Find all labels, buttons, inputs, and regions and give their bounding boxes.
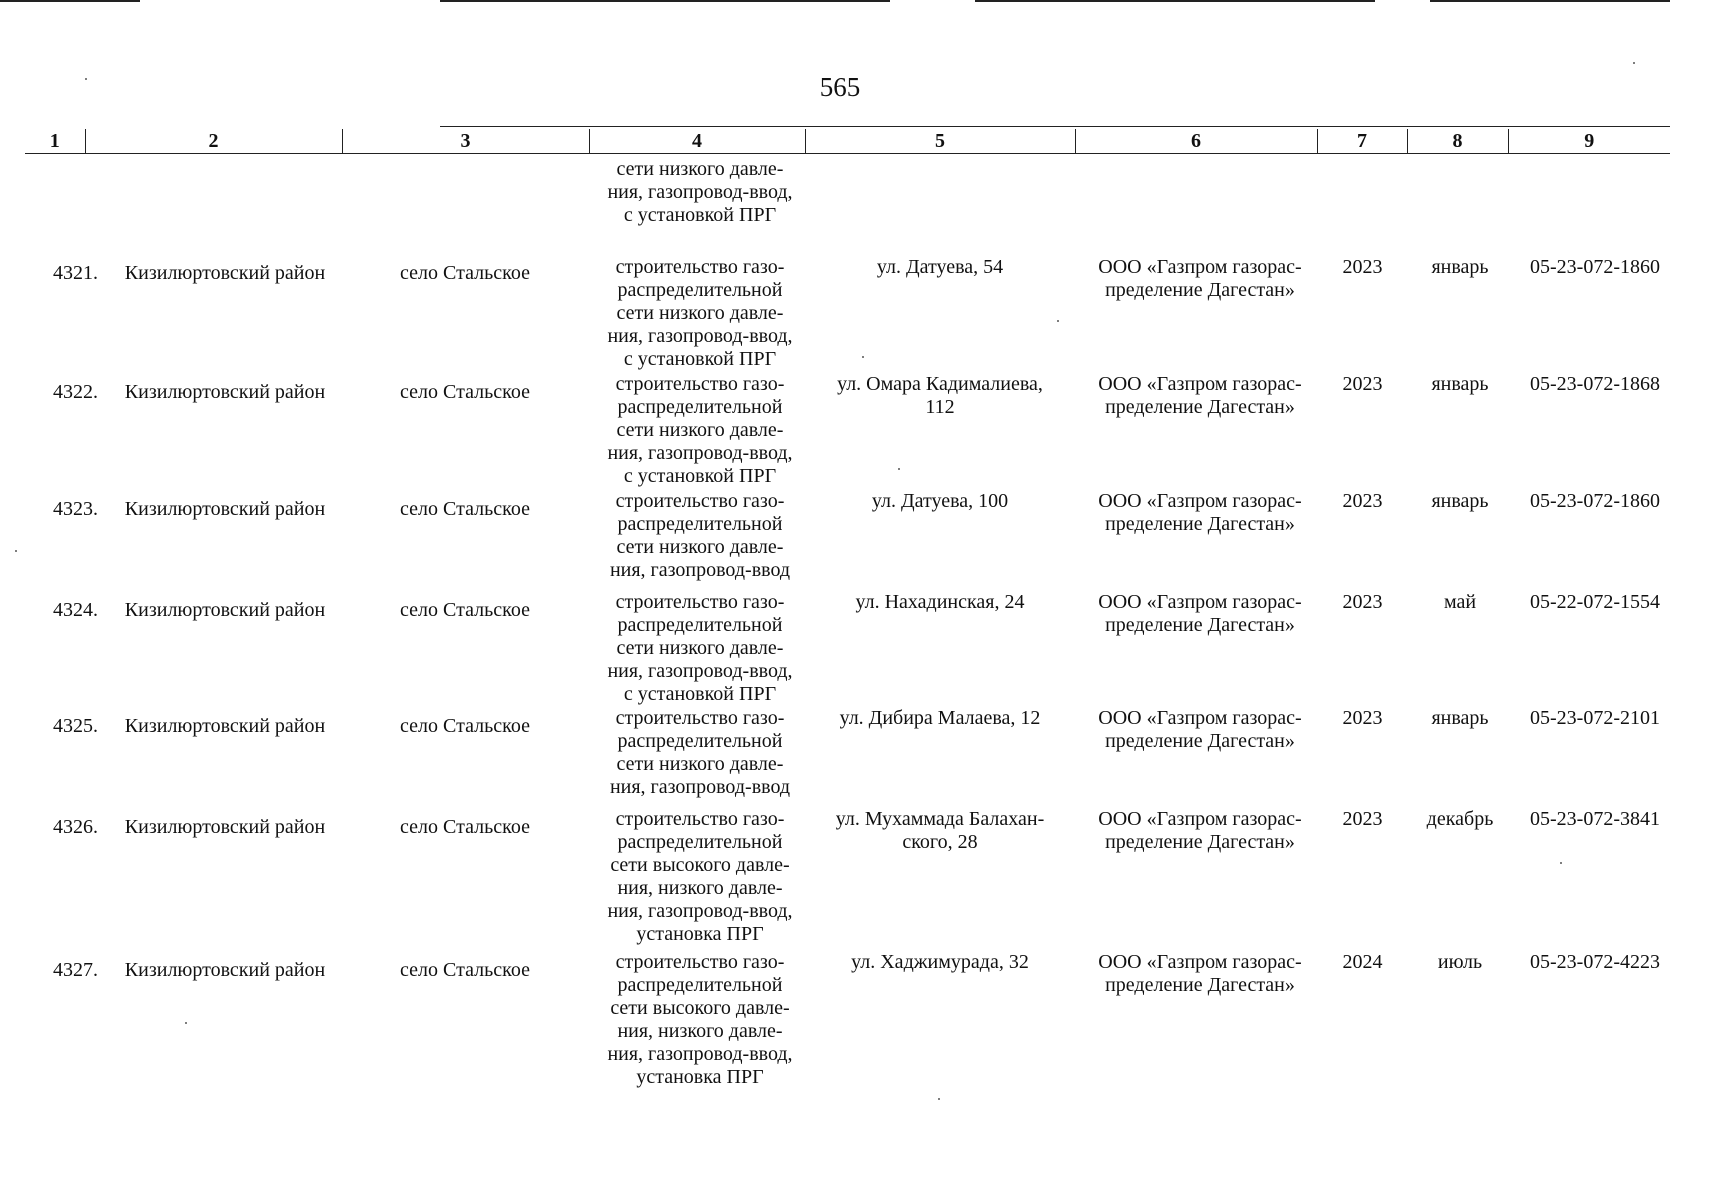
registration-code: 05-23-072-1868 — [1530, 373, 1660, 395]
scan-speck — [1057, 320, 1059, 322]
row-number: 4321. — [53, 262, 98, 284]
district-cell: Кизилюртовский район — [124, 816, 326, 838]
year-cell: 2023 — [1342, 256, 1383, 278]
work-description: строительство газо- распределительной сети низкого давле- ния, газопровод-ввод — [609, 490, 791, 581]
column-number: 2 — [85, 129, 342, 154]
column-number: 9 — [1508, 129, 1670, 154]
registration-code: 05-23-072-1860 — [1530, 490, 1660, 512]
district-cell: Кизилюртовский район — [124, 381, 326, 403]
month-cell: июль — [1437, 951, 1483, 973]
work-description: строительство газо- распределительной сети низкого давле- ния, газопровод-ввод, с установкой ПРГ — [607, 591, 793, 705]
work-description-continued: сети низкого давле- ния, газопровод-ввод, с установкой ПРГ — [607, 158, 793, 226]
scan-edge-line — [1430, 0, 1670, 2]
month-cell: январь — [1431, 707, 1489, 729]
address-cell: ул. Нахадинская, 24 — [855, 591, 1025, 613]
organization-cell: ООО «Газпром газорас- пределение Дагестан» — [1098, 373, 1302, 418]
address-cell: ул. Датуева, 100 — [871, 490, 1009, 512]
registration-code: 05-22-072-1554 — [1530, 591, 1660, 613]
month-cell: май — [1443, 591, 1477, 613]
column-number-header — [25, 129, 1670, 154]
district-cell: Кизилюртовский район — [124, 599, 326, 621]
year-cell: 2023 — [1342, 707, 1383, 729]
row-number: 4325. — [53, 715, 98, 737]
registration-code: 05-23-072-4223 — [1530, 951, 1660, 973]
settlement-cell: село Стальское — [400, 959, 530, 981]
year-cell: 2023 — [1342, 373, 1383, 395]
district-cell: Кизилюртовский район — [124, 498, 326, 520]
year-cell: 2023 — [1342, 490, 1383, 512]
organization-cell: ООО «Газпром газорас- пределение Дагестан» — [1098, 490, 1302, 535]
work-description: строительство газо- распределительной сети высокого давле- ния, низкого давле- ния, газопровод-ввод, установка ПРГ — [607, 951, 793, 1088]
scan-edge-line — [975, 0, 1375, 2]
row-number: 4322. — [53, 381, 98, 403]
row-number: 4324. — [53, 599, 98, 621]
organization-cell: ООО «Газпром газорас- пределение Дагестан» — [1098, 808, 1302, 853]
registration-code: 05-23-072-1860 — [1530, 256, 1660, 278]
month-cell: январь — [1431, 373, 1489, 395]
scan-speck — [15, 550, 17, 552]
address-cell: ул. Датуева, 54 — [876, 256, 1004, 278]
work-description: строительство газо- распределительной сети высокого давле- ния, низкого давле- ния, газопровод-ввод, установка ПРГ — [607, 808, 793, 945]
registration-code: 05-23-072-3841 — [1530, 808, 1660, 830]
work-description: строительство газо- распределительной сети низкого давле- ния, газопровод-ввод, с установкой ПРГ — [607, 373, 793, 487]
scan-edge-line — [440, 0, 890, 2]
month-cell: январь — [1431, 256, 1489, 278]
organization-cell: ООО «Газпром газорас- пределение Дагестан» — [1098, 256, 1302, 301]
organization-cell: ООО «Газпром газорас- пределение Дагестан» — [1098, 951, 1302, 996]
settlement-cell: село Стальское — [400, 599, 530, 621]
address-cell: ул. Хаджимурада, 32 — [851, 951, 1029, 973]
column-number: 3 — [342, 129, 589, 154]
column-number: 1 — [25, 129, 85, 154]
page-number: 565 — [819, 72, 861, 102]
scan-speck — [898, 468, 900, 470]
column-number: 7 — [1317, 129, 1407, 154]
settlement-cell: село Стальское — [400, 816, 530, 838]
scan-edge-line — [0, 0, 140, 2]
scan-speck — [938, 1098, 940, 1100]
column-number: 6 — [1075, 129, 1317, 154]
row-number: 4326. — [53, 816, 98, 838]
column-number: 4 — [589, 129, 805, 154]
month-cell: декабрь — [1426, 808, 1494, 830]
settlement-cell: село Стальское — [400, 498, 530, 520]
scan-speck — [85, 78, 87, 80]
year-cell: 2023 — [1342, 591, 1383, 613]
month-cell: январь — [1431, 490, 1489, 512]
scan-speck — [185, 1022, 187, 1024]
district-cell: Кизилюртовский район — [124, 959, 326, 981]
year-cell: 2023 — [1342, 808, 1383, 830]
year-cell: 2024 — [1342, 951, 1383, 973]
settlement-cell: село Стальское — [400, 715, 530, 737]
district-cell: Кизилюртовский район — [124, 262, 326, 284]
row-number: 4323. — [53, 498, 98, 520]
registration-code: 05-23-072-2101 — [1530, 707, 1660, 729]
address-cell: ул. Мухаммада Балахан- ского, 28 — [835, 808, 1045, 853]
work-description: строительство газо- распределительной сети низкого давле- ния, газопровод-ввод — [609, 707, 791, 798]
address-cell: ул. Дибира Малаева, 12 — [839, 707, 1041, 729]
column-number: 8 — [1407, 129, 1508, 154]
settlement-cell: село Стальское — [400, 262, 530, 284]
organization-cell: ООО «Газпром газорас- пределение Дагестан» — [1098, 707, 1302, 752]
address-cell: ул. Омара Кадималиева, 112 — [837, 373, 1043, 418]
scan-speck — [1633, 62, 1635, 64]
district-cell: Кизилюртовский район — [124, 715, 326, 737]
settlement-cell: село Стальское — [400, 381, 530, 403]
organization-cell: ООО «Газпром газорас- пределение Дагестан» — [1098, 591, 1302, 636]
row-number: 4327. — [53, 959, 98, 981]
header-top-rule — [440, 126, 1670, 127]
column-number: 5 — [805, 129, 1075, 154]
scan-speck — [1560, 862, 1562, 864]
scan-speck — [862, 356, 864, 358]
work-description: строительство газо- распределительной сети низкого давле- ния, газопровод-ввод, с установкой ПРГ — [607, 256, 793, 370]
